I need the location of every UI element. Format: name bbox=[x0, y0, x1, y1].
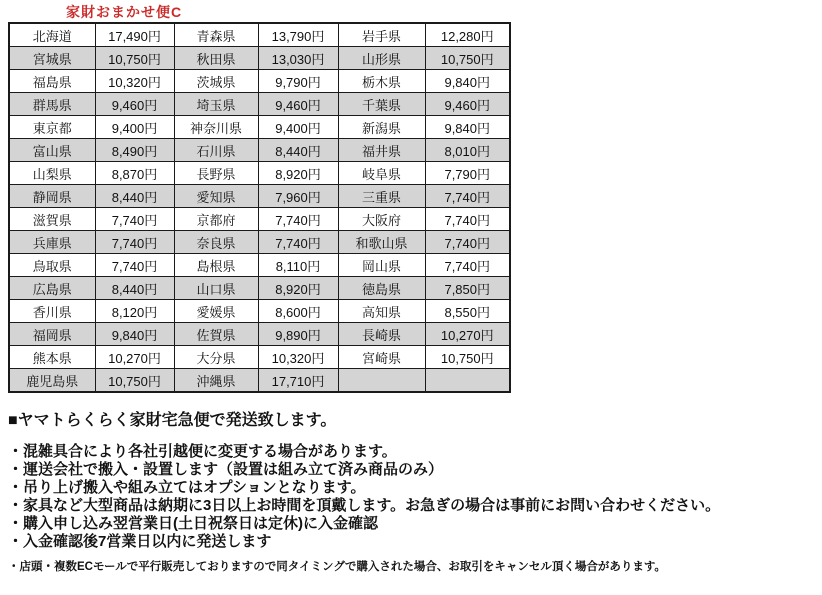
price-cell: 10,750円 bbox=[425, 47, 510, 70]
prefecture-cell: 群馬県 bbox=[9, 93, 95, 116]
table-row bbox=[9, 23, 510, 47]
price-cell: 8,110円 bbox=[258, 254, 338, 277]
price-cell: 12,280円 bbox=[425, 23, 510, 47]
prefecture-cell: 富山県 bbox=[9, 139, 95, 162]
price-cell: 17,490円 bbox=[95, 23, 174, 47]
prefecture-cell: 熊本県 bbox=[9, 346, 95, 369]
price-cell bbox=[425, 369, 510, 393]
table-row bbox=[9, 139, 510, 162]
price-cell: 10,750円 bbox=[95, 47, 174, 70]
prefecture-cell: 三重県 bbox=[338, 185, 425, 208]
shipping-fee-table bbox=[8, 22, 511, 393]
price-cell: 10,320円 bbox=[95, 70, 174, 93]
price-cell: 7,960円 bbox=[258, 185, 338, 208]
table-row bbox=[9, 369, 510, 393]
price-cell: 7,740円 bbox=[425, 254, 510, 277]
prefecture-cell: 宮城県 bbox=[9, 47, 95, 70]
prefecture-cell: 宮崎県 bbox=[338, 346, 425, 369]
prefecture-cell: 大分県 bbox=[174, 346, 258, 369]
price-cell: 7,850円 bbox=[425, 277, 510, 300]
price-cell: 7,740円 bbox=[425, 185, 510, 208]
price-cell: 8,010円 bbox=[425, 139, 510, 162]
price-cell: 10,320円 bbox=[258, 346, 338, 369]
price-cell: 8,490円 bbox=[95, 139, 174, 162]
price-cell: 9,460円 bbox=[258, 93, 338, 116]
table-row bbox=[9, 300, 510, 323]
price-cell: 7,740円 bbox=[258, 231, 338, 254]
prefecture-cell: 新潟県 bbox=[338, 116, 425, 139]
price-cell: 9,890円 bbox=[258, 323, 338, 346]
price-cell: 8,120円 bbox=[95, 300, 174, 323]
price-cell: 7,740円 bbox=[95, 208, 174, 231]
prefecture-cell: 徳島県 bbox=[338, 277, 425, 300]
table-row bbox=[9, 116, 510, 139]
prefecture-cell: 広島県 bbox=[9, 277, 95, 300]
table-row bbox=[9, 346, 510, 369]
price-cell: 7,740円 bbox=[425, 231, 510, 254]
prefecture-cell: 東京都 bbox=[9, 116, 95, 139]
price-cell: 17,710円 bbox=[258, 369, 338, 393]
prefecture-cell: 奈良県 bbox=[174, 231, 258, 254]
price-cell: 7,740円 bbox=[95, 254, 174, 277]
prefecture-cell: 和歌山県 bbox=[338, 231, 425, 254]
table-row bbox=[9, 47, 510, 70]
prefecture-cell: 秋田県 bbox=[174, 47, 258, 70]
price-cell: 8,440円 bbox=[258, 139, 338, 162]
prefecture-cell: 島根県 bbox=[174, 254, 258, 277]
price-cell: 9,840円 bbox=[95, 323, 174, 346]
prefecture-cell: 長崎県 bbox=[338, 323, 425, 346]
prefecture-cell: 鹿児島県 bbox=[9, 369, 95, 393]
prefecture-cell: 青森県 bbox=[174, 23, 258, 47]
table-row bbox=[9, 254, 510, 277]
prefecture-cell: 鳥取県 bbox=[9, 254, 95, 277]
price-cell: 9,790円 bbox=[258, 70, 338, 93]
notes-footnote: ・店頭・複数ECモールで平行販売しておりますので同タイミングで購入された場合、お取引をキャンセル頂く場合があります。 bbox=[8, 561, 666, 573]
prefecture-cell: 山口県 bbox=[174, 277, 258, 300]
table-row bbox=[9, 70, 510, 93]
prefecture-cell: 山梨県 bbox=[9, 162, 95, 185]
prefecture-cell: 福岡県 bbox=[9, 323, 95, 346]
prefecture-cell: 茨城県 bbox=[174, 70, 258, 93]
note-line: ・入金確認後7営業日以内に発送します bbox=[8, 533, 272, 550]
price-cell: 8,920円 bbox=[258, 277, 338, 300]
table-row bbox=[9, 185, 510, 208]
price-cell: 8,870円 bbox=[95, 162, 174, 185]
prefecture-cell: 兵庫県 bbox=[9, 231, 95, 254]
note-line: ・吊り上げ搬入や組み立てはオプションとなります。 bbox=[8, 479, 366, 496]
price-cell: 13,030円 bbox=[258, 47, 338, 70]
fee-table-body bbox=[9, 23, 510, 392]
prefecture-cell: 沖縄県 bbox=[174, 369, 258, 393]
prefecture-cell: 石川県 bbox=[174, 139, 258, 162]
price-cell: 9,400円 bbox=[258, 116, 338, 139]
notes-heading: ■ヤマトらくらく家財宅急便で発送致します。 bbox=[8, 412, 337, 429]
price-cell: 8,550円 bbox=[425, 300, 510, 323]
prefecture-cell: 京都府 bbox=[174, 208, 258, 231]
price-cell: 7,740円 bbox=[425, 208, 510, 231]
price-cell: 10,750円 bbox=[425, 346, 510, 369]
table-row bbox=[9, 162, 510, 185]
prefecture-cell: 福島県 bbox=[9, 70, 95, 93]
prefecture-cell: 香川県 bbox=[9, 300, 95, 323]
prefecture-cell bbox=[338, 369, 425, 393]
price-cell: 10,270円 bbox=[425, 323, 510, 346]
price-cell: 7,740円 bbox=[95, 231, 174, 254]
price-cell: 7,740円 bbox=[258, 208, 338, 231]
note-line: ・運送会社で搬入・設置します（設置は組み立て済み商品のみ） bbox=[8, 461, 444, 478]
prefecture-cell: 神奈川県 bbox=[174, 116, 258, 139]
price-cell: 9,840円 bbox=[425, 70, 510, 93]
prefecture-cell: 岡山県 bbox=[338, 254, 425, 277]
price-cell: 9,840円 bbox=[425, 116, 510, 139]
note-line: ・購入申し込み翌営業日(土日祝祭日は定休)に入金確認 bbox=[8, 515, 378, 532]
prefecture-cell: 佐賀県 bbox=[174, 323, 258, 346]
price-cell: 7,790円 bbox=[425, 162, 510, 185]
prefecture-cell: 愛知県 bbox=[174, 185, 258, 208]
table-row bbox=[9, 231, 510, 254]
price-cell: 8,440円 bbox=[95, 277, 174, 300]
prefecture-cell: 岩手県 bbox=[338, 23, 425, 47]
price-cell: 9,460円 bbox=[95, 93, 174, 116]
prefecture-cell: 滋賀県 bbox=[9, 208, 95, 231]
prefecture-cell: 高知県 bbox=[338, 300, 425, 323]
note-line: ・家具など大型商品は納期に3日以上お時間を頂戴します。お急ぎの場合は事前にお問い合わせください。 bbox=[8, 497, 721, 514]
table-row bbox=[9, 93, 510, 116]
prefecture-cell: 長野県 bbox=[174, 162, 258, 185]
notes-list bbox=[8, 443, 814, 551]
prefecture-cell: 岐阜県 bbox=[338, 162, 425, 185]
page-title: 家財おまかせ便C bbox=[66, 4, 183, 20]
prefecture-cell: 埼玉県 bbox=[174, 93, 258, 116]
price-cell: 10,750円 bbox=[95, 369, 174, 393]
price-cell: 8,440円 bbox=[95, 185, 174, 208]
table-row bbox=[9, 277, 510, 300]
prefecture-cell: 山形県 bbox=[338, 47, 425, 70]
prefecture-cell: 福井県 bbox=[338, 139, 425, 162]
price-cell: 10,270円 bbox=[95, 346, 174, 369]
price-cell: 13,790円 bbox=[258, 23, 338, 47]
prefecture-cell: 北海道 bbox=[9, 23, 95, 47]
prefecture-cell: 大阪府 bbox=[338, 208, 425, 231]
price-cell: 8,600円 bbox=[258, 300, 338, 323]
shipping-notes-section bbox=[8, 411, 814, 574]
note-line: ・混雑具合により各社引越便に変更する場合があります。 bbox=[8, 443, 397, 460]
prefecture-cell: 愛媛県 bbox=[174, 300, 258, 323]
price-cell: 9,460円 bbox=[425, 93, 510, 116]
prefecture-cell: 栃木県 bbox=[338, 70, 425, 93]
prefecture-cell: 静岡県 bbox=[9, 185, 95, 208]
price-cell: 9,400円 bbox=[95, 116, 174, 139]
table-row bbox=[9, 208, 510, 231]
prefecture-cell: 千葉県 bbox=[338, 93, 425, 116]
table-row bbox=[9, 323, 510, 346]
price-cell: 8,920円 bbox=[258, 162, 338, 185]
